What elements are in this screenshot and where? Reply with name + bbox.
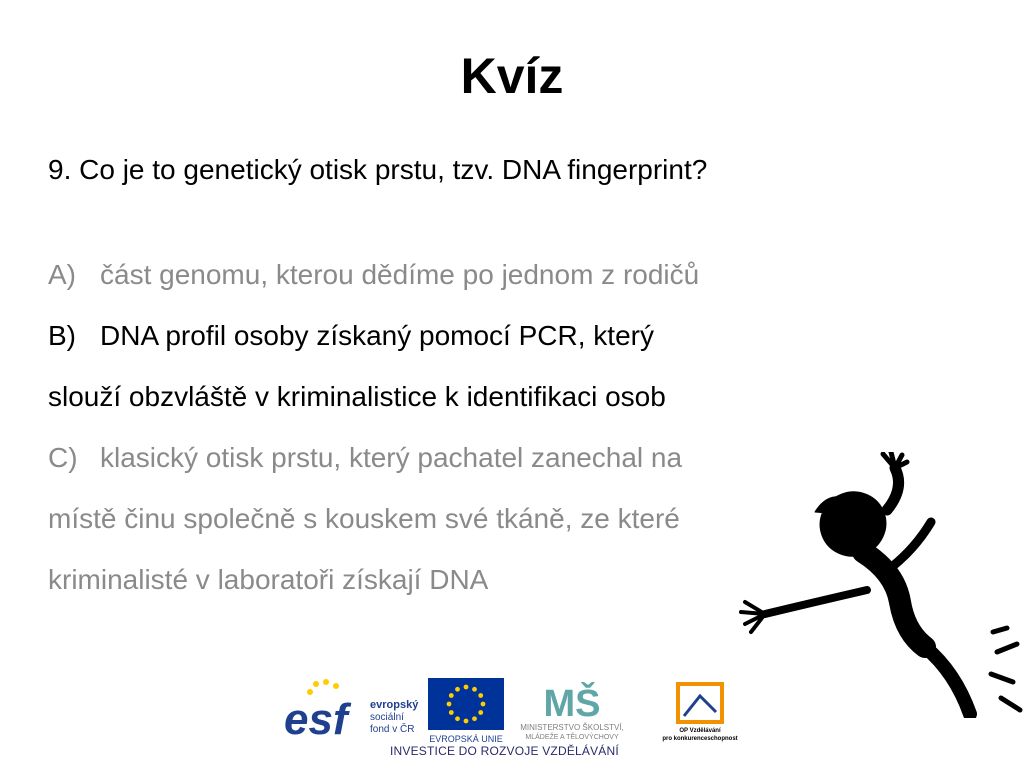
quiz-question: 9. Co je to genetický otisk prstu, tzv. DNA fingerprint? bbox=[48, 154, 708, 185]
answer-letter: A) bbox=[48, 259, 76, 290]
msmt-mark: MŠ bbox=[543, 683, 601, 725]
answer-a bbox=[48, 244, 699, 305]
eu-logo bbox=[428, 678, 504, 744]
eu-star bbox=[464, 719, 469, 724]
eu-star bbox=[478, 710, 483, 715]
eu-star bbox=[447, 702, 452, 707]
op-logo bbox=[662, 684, 737, 742]
esf-text-line1: evropský bbox=[370, 699, 419, 711]
esf-logo-mark: esf bbox=[284, 695, 348, 744]
msmt-text-line1: MINISTERSTVO ŠKOLSTVÍ, bbox=[520, 723, 624, 732]
answer-letter: B) bbox=[48, 320, 76, 351]
answer-b bbox=[48, 305, 699, 366]
answer-c-continuation: kriminalisté v laboratoři získají DNA bbox=[48, 564, 489, 595]
answer-text: část genomu, kterou dědíme po jednom z rodičů bbox=[100, 259, 700, 290]
footer-tagline: INVESTICE DO ROZVOJE VZDĚLÁVÁNÍ bbox=[390, 744, 619, 758]
eu-star bbox=[478, 693, 483, 698]
eu-star bbox=[464, 685, 469, 690]
esf-text-line3: fond v ČR bbox=[370, 724, 415, 735]
esf-text-line2: sociální bbox=[370, 712, 404, 723]
answer-list bbox=[48, 244, 699, 610]
slide-title: Kvíz bbox=[460, 48, 564, 104]
eu-star bbox=[472, 687, 477, 692]
answer-c bbox=[48, 427, 699, 488]
msmt-text-line2: MLÁDEŽE A TĚLOVÝCHOVY bbox=[525, 734, 619, 741]
eu-star bbox=[472, 716, 477, 721]
eu-star bbox=[449, 693, 454, 698]
answer-letter: C) bbox=[48, 442, 78, 473]
answer-text: DNA profil osoby získaný pomocí PCR, který bbox=[100, 320, 654, 351]
eu-star bbox=[455, 687, 460, 692]
op-text-line1: OP Vzdělávání bbox=[679, 728, 721, 734]
answer-c-continuation: místě činu společně s kouskem své tkáně, ze které bbox=[48, 503, 680, 534]
eu-star bbox=[481, 702, 486, 707]
msmt-logo bbox=[520, 680, 624, 741]
answer-text: klasický otisk prstu, který pachatel zanechal na bbox=[100, 442, 683, 473]
op-text-line2: pro konkurenceschopnost bbox=[662, 736, 738, 742]
answer-b-continuation: slouží obzvláště v kriminalistice k identifikaci osob bbox=[48, 381, 666, 412]
esf-logo bbox=[284, 678, 419, 744]
stick-figure-illustration bbox=[735, 452, 1024, 718]
eu-label: EVROPSKÁ UNIE bbox=[429, 734, 503, 744]
eu-star bbox=[449, 710, 454, 715]
eu-star bbox=[455, 716, 460, 721]
